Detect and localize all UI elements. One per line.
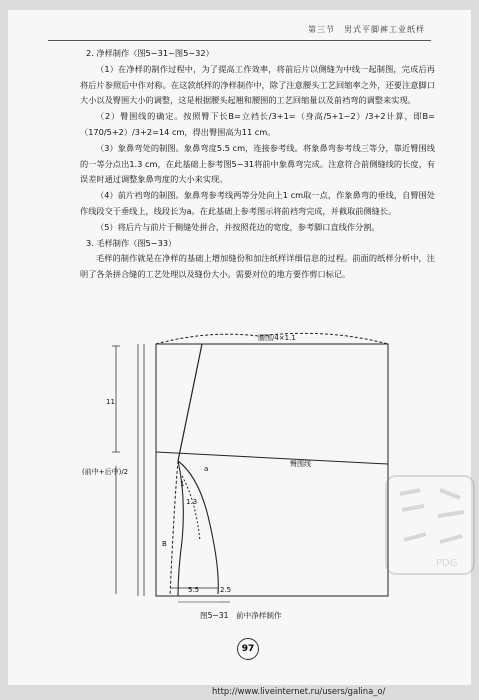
section-heading-net-pattern: 2. 净样制作（图5−31~图5−32）	[86, 48, 214, 58]
paragraph-6: 毛样的制作就是在净样的基础上增加缝份和加注纸样详细信息的过程。前面的纸样分析中，注明了各条拼合缝的工艺处理以及缝份大小。需要对位的地方要作剪口标记。	[80, 253, 435, 280]
hip-line	[156, 452, 388, 464]
paragraph-5: （5）将后片与前片于侧缝处拼合，并按照花边的宽度，参考脚口直线作分割。	[96, 221, 380, 232]
label-1: 1	[180, 480, 185, 488]
running-header: 第三节 男式平脚裤工业纸样	[308, 25, 425, 34]
paragraph-1: （1）在净样的制作过程中，为了提高工作效率，将前后片以侧缝为中线一起制图，完成后再将后片参照后中作对称。在这款纸样的净样制作中，除了注意腰头工艺回缩率之外，还要注意脚口大小以及臀围大小的调整，这是根据腰头起翘和腰围的工艺回缩量以及前裆弯的调整来实现。	[80, 63, 435, 106]
figure-caption: 图5−31 前中净样制作	[200, 611, 282, 620]
pattern-frame	[156, 344, 388, 596]
front-center-line	[178, 344, 202, 461]
back-inseam-dashed	[170, 461, 178, 596]
page-number: 97	[237, 638, 259, 660]
book-page	[8, 10, 471, 685]
label-2-5: 2.5	[220, 586, 232, 594]
label-5-5: 5.5	[188, 586, 200, 594]
label-1-3: 1.3	[186, 498, 198, 506]
waist-label: 腰围/4×1.1	[258, 334, 296, 342]
section-heading-gross-pattern: 3. 毛样制作（图5−33）	[86, 237, 177, 248]
label-b: B	[162, 540, 167, 548]
body-text	[80, 46, 435, 283]
hip-line-label: 臀围线	[290, 460, 311, 468]
paragraph-3: （3）象鼻弯处的制图。象鼻弯度5.5 cm，连接参考线。将象鼻弯参考线三等分，靠近臀围线的一等分点出1.3 cm，在此基础上参考图5−31将前中象鼻弯完成。注意符合前侧缝线的长度，有误差时通过调整象鼻弯度的大小来实现。	[80, 142, 435, 185]
library-stamp	[380, 470, 479, 580]
paragraph-4: （4）前片裆弯的制图。象鼻弯参考线两等分处向上1 cm取一点，作象鼻弯的垂线，自臀围处作线段交于垂线上，线段长为a。在此基础上参考图示将前裆弯完成，并截取前侧缝长。	[80, 190, 435, 216]
header-rule	[48, 40, 431, 41]
label-a: a	[204, 465, 209, 473]
pattern-drawing	[78, 326, 408, 608]
paragraph-2: （2）臀围线的确定。按照臀下长B=立裆长/3+1=（身高/5+1~2）/3+2计算，即B=（170/5+2）/3+2=14 cm，得出臀围高为11 cm。	[80, 111, 435, 137]
svg-text:PDG: PDG	[436, 558, 458, 569]
front-back-label: (前中+后中)/2	[82, 468, 129, 476]
dim-11-label: 11	[106, 398, 115, 406]
footer-url[interactable]: http://www.liveinternet.ru/users/galina_o/	[212, 686, 386, 696]
